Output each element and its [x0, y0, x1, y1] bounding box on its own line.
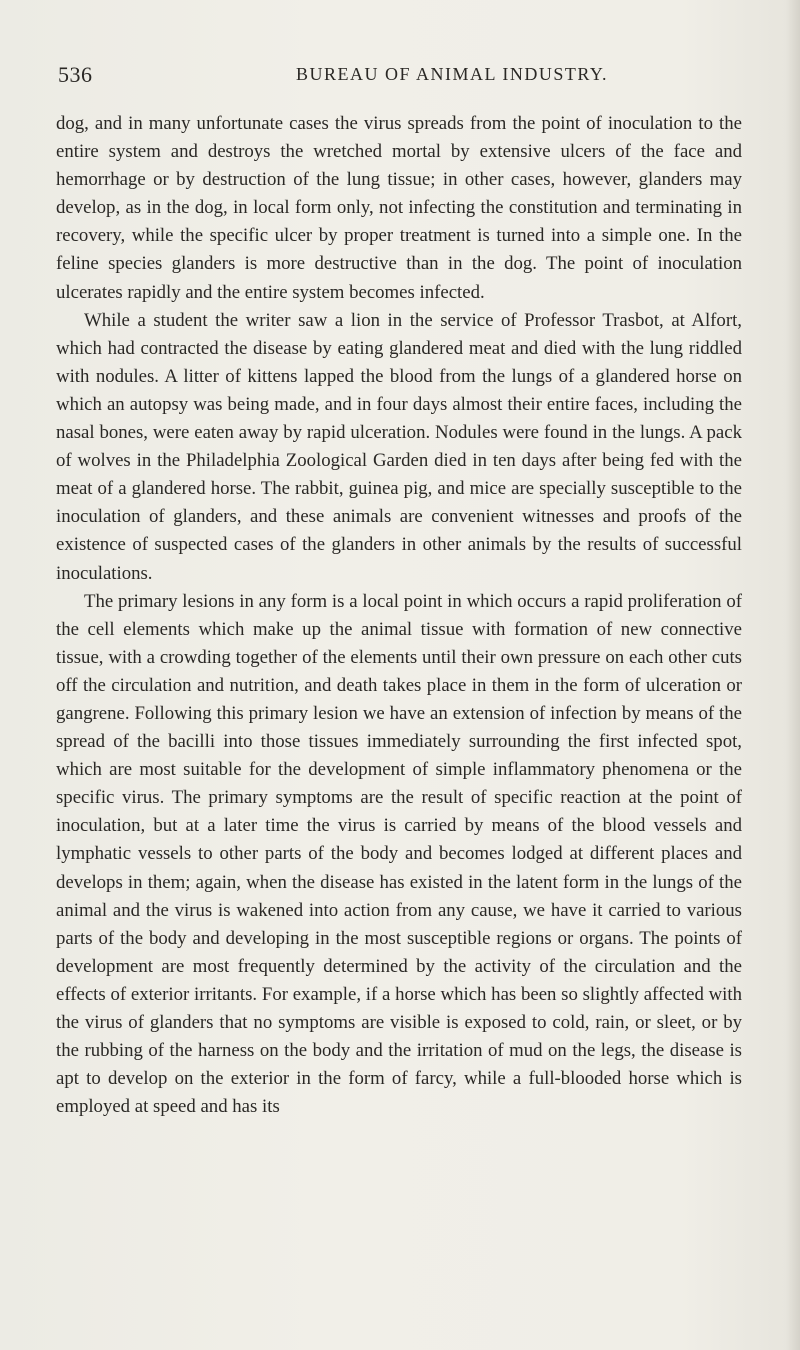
paragraph-lion-kittens-wolves: While a student the writer saw a lion in the service of Professor Trasbot, at Alfort, which had contracted the disease by eating glandered meat and died with the lung riddled with nodules. A litter of kittens lapped the blood from the lungs of a glandered horse on which an autopsy was being made, and in four days almost their entire faces, including the nasal bones, were eaten away by rapid ulceration. Nodules were found in the lungs. A pack of wolves in the Philadelphia Zoological Garden died in ten days after being fed with the meat of a glandered horse. The rabbit, guinea pig, and mice are specially susceptible to the inoculation of glanders, and these animals are convenient witnesses and proofs of the existence of suspected cases of the glanders in other animals by the results of successful inoculations.: [56, 309, 742, 584]
page-number: 536: [58, 62, 93, 87]
paragraph-continued: dog, and in many unfortunate cases the virus spreads from the point of inoculation to the entire system and destroys the wretched mortal by extensive ulcers of the face and hemorrhage or by destruction of the lung tissue; in other cases, however, glanders may develop, as in the dog, in local form only, not infecting the constitution and terminating in recovery, while the specific ulcer by proper treatment is turned into a simple one. In the feline species glanders is more destructive than in the dog. The point of inoculation ulcerates rapidly and the entire system becomes infected.: [56, 113, 742, 303]
page-header: [58, 62, 738, 92]
running-head: BUREAU OF ANIMAL INDUSTRY.: [296, 64, 609, 84]
page-edge-shadow: [786, 0, 800, 1350]
paragraph-primary-lesions: The primary lesions in any form is a local point in which occurs a rapid proliferation of the cell elements which make up the animal tissue with formation of new connective tissue, with a crowding together of the elements until their own pressure on each other cuts off the circulation and nutrition, and death takes place in them in the form of ulceration or gangrene. Following this primary lesion we have an extension of infection by means of the spread of the bacilli into those tissues immediately surrounding the first infected spot, which are most suitable for the development of simple inflammatory phenomena or the specific virus. The primary symptoms are the result of specific reaction at the point of inoculation, but at a later time the virus is carried by means of the blood vessels and lymphatic vessels to other parts of the body and becomes lodged at different places and develops in them; again, when the disease has existed in the latent form in the lungs of the animal and the virus is wakened into action from any cause, we have it carried to various parts of the body and developing in the most susceptible regions or organs. The points of development are most frequently determined by the activity of the circulation and the effects of exterior irritants. For example, if a horse which has been so slightly affected with the virus of glanders that no symptoms are visible is exposed to cold, rain, or sleet, or by the rubbing of the harness on the body and the irritation of mud on the legs, the disease is apt to develop on the exterior in the form of farcy, while a full-blooded horse which is employed at speed and has its: [56, 590, 742, 1118]
body-text: [56, 110, 742, 1121]
